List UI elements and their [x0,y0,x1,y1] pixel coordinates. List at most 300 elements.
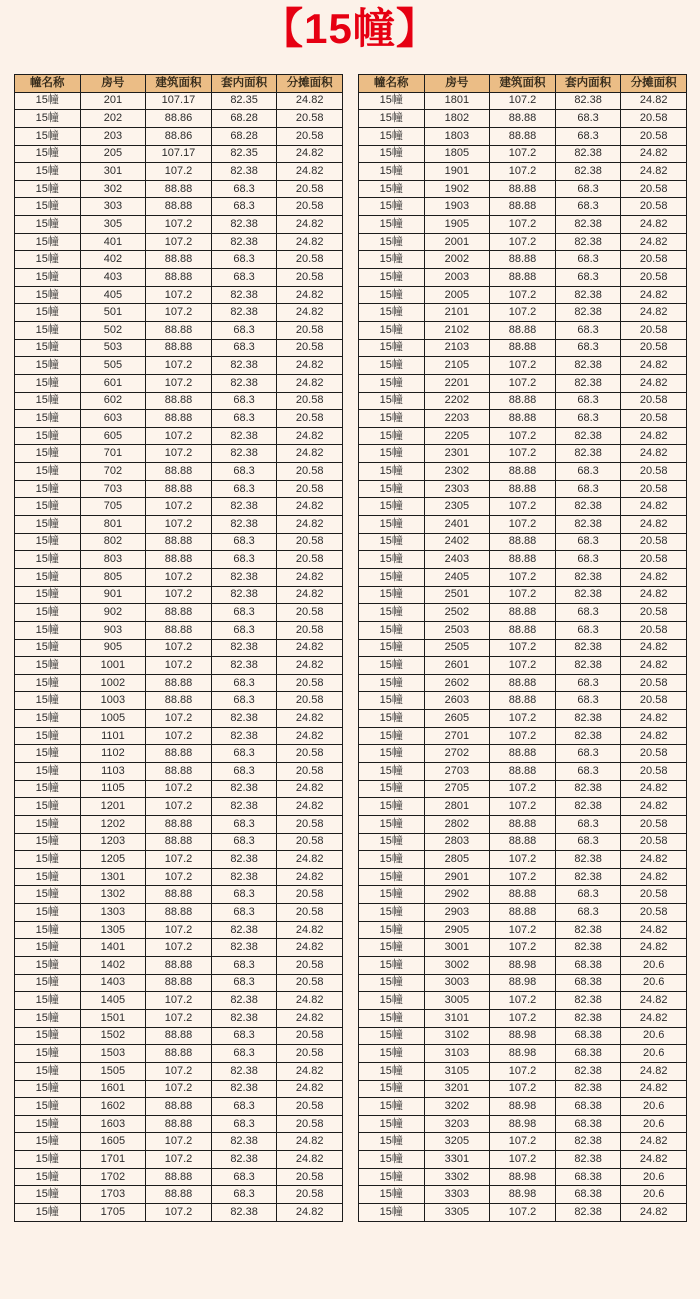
cell-building-name: 15幢 [359,621,425,639]
cell-room-number: 2803 [424,833,490,851]
table-row [15,1080,343,1098]
cell-shared-area: 20.58 [277,533,343,551]
cell-shared-area: 24.82 [277,1151,343,1169]
cell-building-name: 15幢 [359,886,425,904]
cell-interior-area: 68.38 [555,1168,621,1186]
cell-interior-area: 82.38 [555,939,621,957]
cell-construction-area: 107.2 [146,868,212,886]
cell-room-number: 2905 [424,921,490,939]
cell-shared-area: 20.58 [621,110,687,128]
cell-shared-area: 20.58 [621,480,687,498]
cell-interior-area: 68.3 [555,251,621,269]
table-row [359,286,687,304]
cell-shared-area: 20.58 [621,745,687,763]
table-row [15,1168,343,1186]
cell-room-number: 2102 [424,321,490,339]
cell-interior-area: 82.38 [211,216,277,234]
cell-building-name: 15幢 [15,339,81,357]
cell-interior-area: 68.3 [211,480,277,498]
cell-construction-area: 107.2 [146,939,212,957]
table-row [359,939,687,957]
cell-construction-area: 107.2 [490,851,556,869]
cell-construction-area: 88.88 [146,180,212,198]
table-row [15,427,343,445]
cell-room-number: 2503 [424,621,490,639]
table-row [15,815,343,833]
cell-shared-area: 20.58 [621,339,687,357]
table-row [359,198,687,216]
cell-shared-area: 20.58 [277,621,343,639]
cell-shared-area: 20.58 [277,904,343,922]
table-row [359,868,687,886]
cell-building-name: 15幢 [359,674,425,692]
cell-building-name: 15幢 [15,198,81,216]
cell-shared-area: 20.58 [621,815,687,833]
cell-room-number: 2401 [424,516,490,534]
cell-shared-area: 24.82 [621,639,687,657]
cell-shared-area: 24.82 [277,1204,343,1222]
cell-building-name: 15幢 [15,639,81,657]
cell-shared-area: 24.82 [277,92,343,110]
cell-interior-area: 82.38 [211,163,277,181]
cell-interior-area: 68.3 [555,833,621,851]
table-row [15,780,343,798]
cell-interior-area: 82.38 [211,286,277,304]
column-header: 套内面积 [211,75,277,93]
cell-room-number: 2601 [424,657,490,675]
cell-construction-area: 107.2 [146,921,212,939]
cell-construction-area: 88.88 [146,674,212,692]
cell-construction-area: 107.2 [490,1151,556,1169]
cell-room-number: 405 [80,286,146,304]
cell-interior-area: 82.38 [555,163,621,181]
cell-room-number: 1201 [80,798,146,816]
table-row [15,904,343,922]
cell-construction-area: 88.88 [490,251,556,269]
cell-shared-area: 20.58 [621,886,687,904]
cell-shared-area: 24.82 [621,516,687,534]
cell-room-number: 602 [80,392,146,410]
table-row [15,710,343,728]
table-row [359,886,687,904]
cell-interior-area: 82.38 [211,1204,277,1222]
cell-interior-area: 82.38 [555,568,621,586]
cell-room-number: 1905 [424,216,490,234]
cell-construction-area: 107.2 [490,710,556,728]
cell-construction-area: 107.2 [146,1062,212,1080]
cell-building-name: 15幢 [15,127,81,145]
cell-interior-area: 68.3 [211,604,277,622]
cell-construction-area: 88.88 [146,957,212,975]
cell-building-name: 15幢 [359,269,425,287]
cell-interior-area: 82.38 [211,1062,277,1080]
cell-interior-area: 82.38 [555,498,621,516]
table-row [15,286,343,304]
cell-room-number: 2705 [424,780,490,798]
cell-room-number: 1701 [80,1151,146,1169]
table-row [359,1115,687,1133]
cell-room-number: 1605 [80,1133,146,1151]
cell-construction-area: 88.88 [146,251,212,269]
cell-interior-area: 68.3 [211,463,277,481]
table-row [359,251,687,269]
cell-building-name: 15幢 [15,357,81,375]
cell-building-name: 15幢 [359,127,425,145]
cell-construction-area: 107.2 [146,1080,212,1098]
cell-shared-area: 24.82 [277,639,343,657]
cell-interior-area: 68.3 [211,815,277,833]
cell-interior-area: 68.3 [555,762,621,780]
cell-shared-area: 20.58 [277,339,343,357]
cell-construction-area: 107.2 [146,727,212,745]
cell-room-number: 801 [80,516,146,534]
cell-interior-area: 82.38 [211,568,277,586]
cell-room-number: 2502 [424,604,490,622]
cell-building-name: 15幢 [15,886,81,904]
table-row [15,551,343,569]
cell-shared-area: 20.58 [277,762,343,780]
cell-room-number: 1501 [80,1009,146,1027]
cell-room-number: 1401 [80,939,146,957]
table-row [15,1133,343,1151]
cell-building-name: 15幢 [359,233,425,251]
cell-interior-area: 82.38 [555,586,621,604]
cell-room-number: 1505 [80,1062,146,1080]
cell-interior-area: 68.3 [555,533,621,551]
cell-interior-area: 68.3 [555,110,621,128]
cell-construction-area: 88.98 [490,974,556,992]
cell-shared-area: 24.82 [277,374,343,392]
cell-interior-area: 68.38 [555,974,621,992]
cell-construction-area: 88.88 [490,410,556,428]
cell-construction-area: 88.88 [146,463,212,481]
cell-room-number: 1105 [80,780,146,798]
cell-room-number: 901 [80,586,146,604]
cell-construction-area: 88.88 [490,392,556,410]
table-row [359,710,687,728]
cell-construction-area: 88.98 [490,1168,556,1186]
table-row [359,92,687,110]
cell-construction-area: 88.88 [490,480,556,498]
cell-interior-area: 82.38 [555,445,621,463]
cell-room-number: 2805 [424,851,490,869]
table-row [359,568,687,586]
cell-shared-area: 24.82 [621,851,687,869]
table-row [359,163,687,181]
cell-interior-area: 82.38 [211,868,277,886]
cell-shared-area: 20.58 [277,604,343,622]
cell-room-number: 1602 [80,1098,146,1116]
cell-shared-area: 24.82 [621,727,687,745]
cell-shared-area: 24.82 [621,357,687,375]
cell-construction-area: 88.88 [490,180,556,198]
cell-construction-area: 88.88 [490,533,556,551]
cell-interior-area: 68.3 [211,1115,277,1133]
cell-room-number: 3001 [424,939,490,957]
cell-building-name: 15幢 [15,780,81,798]
cell-interior-area: 68.3 [211,339,277,357]
cell-shared-area: 20.6 [621,957,687,975]
cell-building-name: 15幢 [15,286,81,304]
cell-interior-area: 82.38 [211,1151,277,1169]
cell-shared-area: 20.58 [621,410,687,428]
cell-room-number: 2302 [424,463,490,481]
cell-shared-area: 24.82 [621,498,687,516]
table-row [15,480,343,498]
cell-shared-area: 24.82 [277,586,343,604]
cell-construction-area: 88.88 [490,762,556,780]
cell-interior-area: 68.3 [211,392,277,410]
cell-room-number: 2105 [424,357,490,375]
cell-shared-area: 24.82 [621,1009,687,1027]
cell-interior-area: 68.3 [211,621,277,639]
cell-building-name: 15幢 [359,727,425,745]
cell-interior-area: 82.38 [211,657,277,675]
cell-interior-area: 68.3 [555,410,621,428]
cell-building-name: 15幢 [15,1027,81,1045]
cell-construction-area: 88.98 [490,1186,556,1204]
cell-construction-area: 88.88 [146,974,212,992]
cell-room-number: 805 [80,568,146,586]
table-row [15,516,343,534]
cell-building-name: 15幢 [359,516,425,534]
cell-room-number: 1803 [424,127,490,145]
cell-shared-area: 20.58 [277,745,343,763]
cell-interior-area: 82.38 [555,216,621,234]
cell-building-name: 15幢 [359,868,425,886]
table-row [359,1027,687,1045]
cell-shared-area: 20.58 [621,321,687,339]
cell-interior-area: 82.38 [555,304,621,322]
cell-building-name: 15幢 [15,851,81,869]
table-row [15,1115,343,1133]
cell-room-number: 2203 [424,410,490,428]
cell-building-name: 15幢 [15,392,81,410]
cell-construction-area: 107.2 [490,727,556,745]
table-row [359,833,687,851]
cell-construction-area: 88.88 [490,745,556,763]
cell-building-name: 15幢 [15,957,81,975]
cell-interior-area: 68.3 [555,269,621,287]
cell-shared-area: 24.82 [621,233,687,251]
cell-building-name: 15幢 [15,180,81,198]
cell-building-name: 15幢 [15,992,81,1010]
cell-building-name: 15幢 [15,586,81,604]
table-row [15,463,343,481]
cell-construction-area: 107.2 [490,639,556,657]
cell-construction-area: 88.98 [490,1098,556,1116]
cell-shared-area: 24.82 [621,921,687,939]
table-row [359,110,687,128]
cell-room-number: 1601 [80,1080,146,1098]
cell-shared-area: 20.58 [277,198,343,216]
cell-building-name: 15幢 [15,516,81,534]
table-row [359,1045,687,1063]
cell-shared-area: 24.82 [621,586,687,604]
cell-interior-area: 82.38 [211,727,277,745]
table-row [359,692,687,710]
cell-interior-area: 82.38 [555,727,621,745]
cell-interior-area: 82.38 [555,921,621,939]
cell-shared-area: 20.58 [277,1098,343,1116]
cell-room-number: 702 [80,463,146,481]
cell-construction-area: 107.2 [490,798,556,816]
cell-interior-area: 68.3 [555,127,621,145]
cell-construction-area: 88.88 [146,1186,212,1204]
cell-shared-area: 24.82 [621,780,687,798]
cell-shared-area: 20.58 [621,762,687,780]
table-row [15,674,343,692]
cell-interior-area: 68.38 [555,1027,621,1045]
table-row [359,357,687,375]
table-row [359,1062,687,1080]
cell-construction-area: 88.88 [146,815,212,833]
cell-room-number: 3203 [424,1115,490,1133]
cell-building-name: 15幢 [359,427,425,445]
cell-interior-area: 82.38 [555,798,621,816]
cell-interior-area: 68.3 [555,198,621,216]
cell-construction-area: 88.86 [146,127,212,145]
cell-construction-area: 107.2 [490,1204,556,1222]
cell-construction-area: 107.2 [490,1009,556,1027]
cell-construction-area: 107.2 [490,1080,556,1098]
cell-interior-area: 82.38 [211,639,277,657]
cell-shared-area: 24.82 [277,1133,343,1151]
cell-room-number: 1305 [80,921,146,939]
cell-room-number: 2303 [424,480,490,498]
cell-room-number: 803 [80,551,146,569]
cell-shared-area: 24.82 [277,163,343,181]
cell-construction-area: 107.2 [490,445,556,463]
cell-shared-area: 24.82 [621,374,687,392]
cell-room-number: 201 [80,92,146,110]
cell-construction-area: 88.88 [490,198,556,216]
cell-room-number: 1302 [80,886,146,904]
cell-building-name: 15幢 [15,427,81,445]
cell-building-name: 15幢 [15,498,81,516]
cell-building-name: 15幢 [359,1186,425,1204]
cell-building-name: 15幢 [359,639,425,657]
cell-shared-area: 24.82 [277,145,343,163]
cell-shared-area: 24.82 [277,1062,343,1080]
cell-construction-area: 88.88 [146,392,212,410]
cell-shared-area: 20.58 [277,180,343,198]
table-row [359,145,687,163]
table-row [359,427,687,445]
cell-construction-area: 88.88 [146,339,212,357]
cell-construction-area: 107.2 [146,780,212,798]
cell-interior-area: 82.38 [211,233,277,251]
table-row [15,339,343,357]
cell-interior-area: 68.3 [555,180,621,198]
table-row [15,145,343,163]
cell-room-number: 3101 [424,1009,490,1027]
cell-shared-area: 20.58 [277,1115,343,1133]
cell-shared-area: 20.58 [621,692,687,710]
cell-building-name: 15幢 [15,974,81,992]
cell-room-number: 1402 [80,957,146,975]
cell-shared-area: 20.58 [277,815,343,833]
table-row [359,1204,687,1222]
area-table-right [358,74,687,1222]
cell-interior-area: 82.38 [555,639,621,657]
cell-shared-area: 24.82 [277,357,343,375]
cell-shared-area: 24.82 [277,233,343,251]
table-row [359,1009,687,1027]
cell-interior-area: 82.38 [211,516,277,534]
cell-building-name: 15幢 [359,163,425,181]
cell-room-number: 3005 [424,992,490,1010]
cell-construction-area: 107.2 [490,780,556,798]
cell-building-name: 15幢 [15,815,81,833]
cell-interior-area: 68.3 [211,692,277,710]
cell-shared-area: 24.82 [621,568,687,586]
cell-construction-area: 88.88 [146,604,212,622]
cell-construction-area: 88.98 [490,1045,556,1063]
cell-interior-area: 68.3 [211,1186,277,1204]
cell-shared-area: 20.58 [277,551,343,569]
cell-building-name: 15幢 [15,551,81,569]
cell-building-name: 15幢 [359,762,425,780]
cell-interior-area: 68.3 [555,745,621,763]
cell-building-name: 15幢 [15,1204,81,1222]
cell-interior-area: 68.3 [211,745,277,763]
table-row [359,410,687,428]
cell-building-name: 15幢 [15,145,81,163]
cell-room-number: 601 [80,374,146,392]
cell-construction-area: 107.2 [146,374,212,392]
cell-interior-area: 82.38 [211,304,277,322]
cell-building-name: 15幢 [359,1062,425,1080]
table-row [15,180,343,198]
cell-construction-area: 107.2 [490,357,556,375]
cell-building-name: 15幢 [359,110,425,128]
cell-construction-area: 88.88 [490,833,556,851]
cell-interior-area: 82.38 [211,586,277,604]
cell-interior-area: 82.38 [211,780,277,798]
cell-building-name: 15幢 [359,1098,425,1116]
cell-shared-area: 20.58 [277,110,343,128]
cell-construction-area: 88.88 [146,551,212,569]
cell-room-number: 1805 [424,145,490,163]
column-header: 房号 [80,75,146,93]
cell-shared-area: 24.82 [621,939,687,957]
cell-building-name: 15幢 [359,304,425,322]
cell-shared-area: 20.58 [621,180,687,198]
cell-shared-area: 24.82 [277,727,343,745]
cell-room-number: 301 [80,163,146,181]
table-row [15,410,343,428]
column-header: 套内面积 [555,75,621,93]
cell-construction-area: 107.2 [490,145,556,163]
cell-building-name: 15幢 [15,939,81,957]
cell-interior-area: 68.3 [211,957,277,975]
table-row [15,533,343,551]
cell-building-name: 15幢 [15,621,81,639]
cell-building-name: 15幢 [359,1115,425,1133]
table-row [359,463,687,481]
cell-building-name: 15幢 [359,463,425,481]
cell-construction-area: 88.88 [490,269,556,287]
cell-shared-area: 20.58 [621,551,687,569]
table-row [359,533,687,551]
column-header: 幢名称 [15,75,81,93]
cell-construction-area: 107.2 [146,445,212,463]
cell-shared-area: 20.58 [621,621,687,639]
cell-interior-area: 68.3 [211,1045,277,1063]
table-row [359,1098,687,1116]
cell-building-name: 15幢 [359,145,425,163]
